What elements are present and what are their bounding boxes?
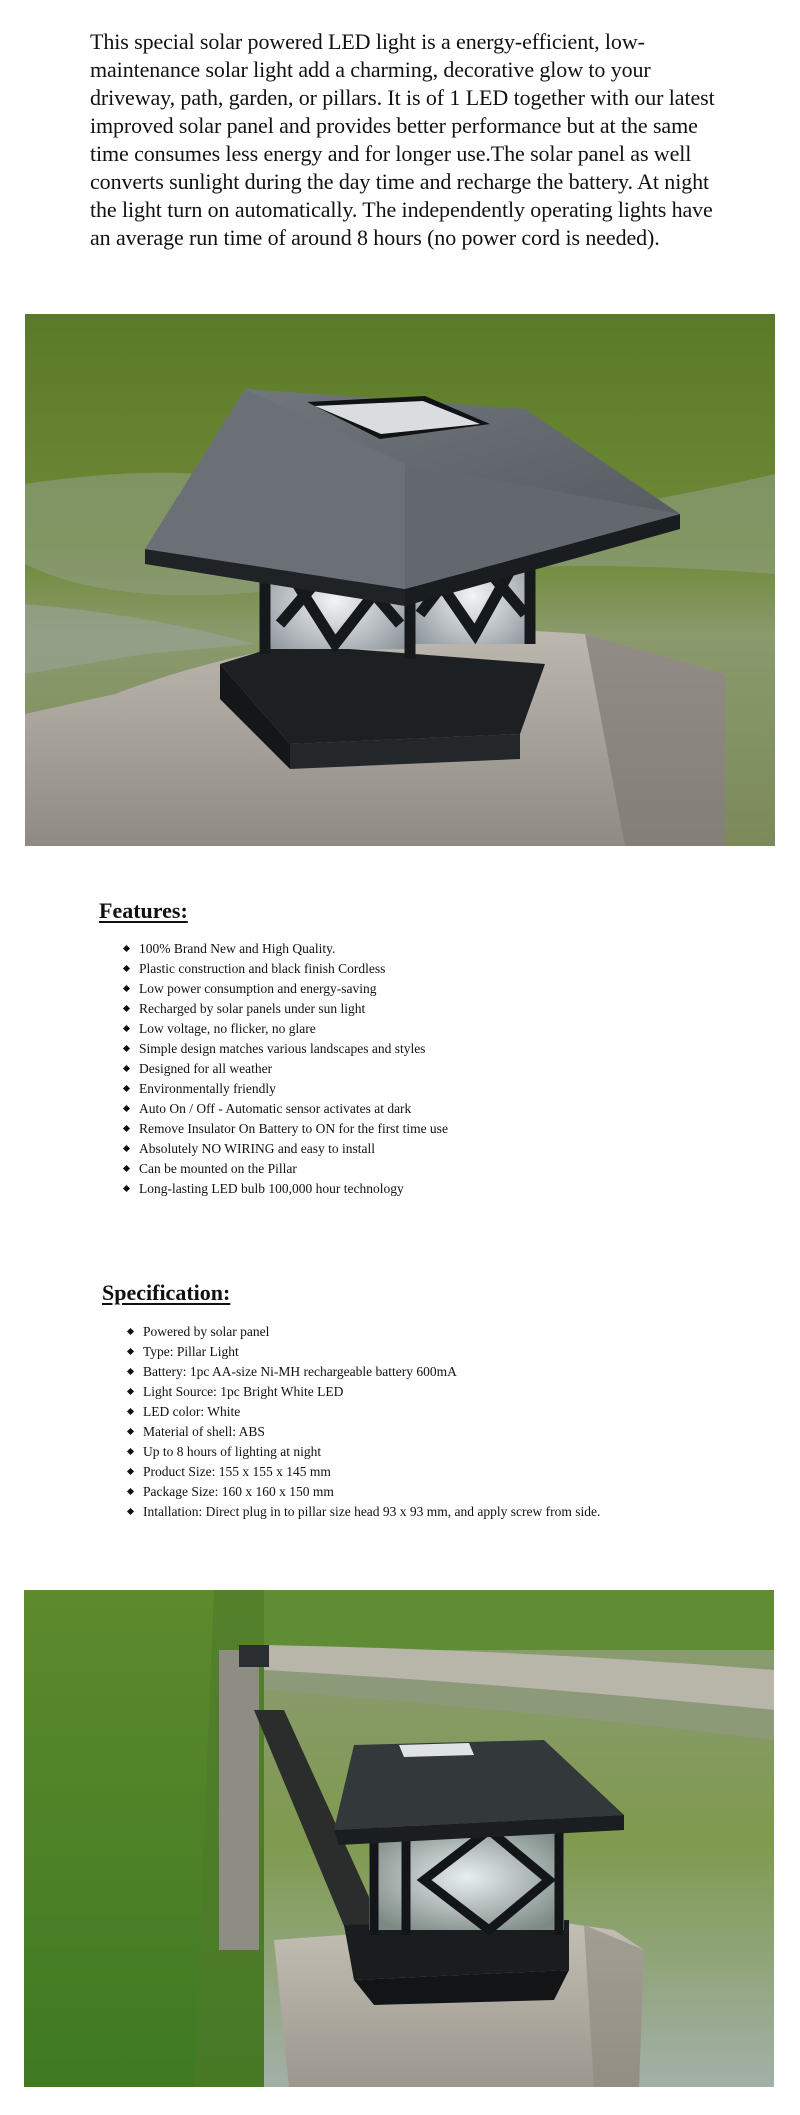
feature-item: Plastic construction and black finish Cordless <box>123 959 448 979</box>
feature-item: Long-lasting LED bulb 100,000 hour technology <box>123 1179 448 1199</box>
spec-item: Package Size: 160 x 160 x 150 mm <box>127 1482 600 1502</box>
spec-item: Type: Pillar Light <box>127 1342 600 1362</box>
feature-item: Recharged by solar panels under sun light <box>123 999 448 1019</box>
spec-item: Battery: 1pc AA-size Ni-MH rechargeable battery 600mA <box>127 1362 600 1382</box>
product-photo-canal <box>24 1590 774 2087</box>
feature-item: Low power consumption and energy-saving <box>123 979 448 999</box>
feature-item: Low voltage, no flicker, no glare <box>123 1019 448 1039</box>
spec-item: Light Source: 1pc Bright White LED <box>127 1382 600 1402</box>
spec-item: LED color: White <box>127 1402 600 1422</box>
specification-heading: Specification: <box>102 1280 231 1305</box>
spec-item: Up to 8 hours of lighting at night <box>127 1442 600 1462</box>
spec-item: Powered by solar panel <box>127 1322 600 1342</box>
spec-item: Product Size: 155 x 155 x 145 mm <box>127 1462 600 1482</box>
spec-item: Material of shell: ABS <box>127 1422 600 1442</box>
feature-item: Simple design matches various landscapes and styles <box>123 1039 448 1059</box>
features-heading: Features: <box>99 898 188 923</box>
specification-list <box>127 1322 600 1522</box>
product-photo-pond <box>25 314 775 846</box>
feature-item: Auto On / Off - Automatic sensor activates at dark <box>123 1099 448 1119</box>
spec-item: Intallation: Direct plug in to pillar size head 93 x 93 mm, and apply screw from side. <box>127 1502 600 1522</box>
feature-item: Remove Insulator On Battery to ON for the first time use <box>123 1119 448 1139</box>
solar-lamp-illustration <box>24 1590 774 2087</box>
feature-item: Can be mounted on the Pillar <box>123 1159 448 1179</box>
feature-item: Designed for all weather <box>123 1059 448 1079</box>
features-list <box>123 939 448 1199</box>
solar-lamp-illustration <box>25 314 775 846</box>
feature-item: Environmentally friendly <box>123 1079 448 1099</box>
feature-item: Absolutely NO WIRING and easy to install <box>123 1139 448 1159</box>
feature-item: 100% Brand New and High Quality. <box>123 939 448 959</box>
product-description: This special solar powered LED light is a energy-efficient, low-maintenance solar light add a charming, decorative glow to your driveway, path, garden, or pillars. It is of 1 LED together with our latest improved solar panel and provides better performance but at the same time consumes less energy and for longer use.The solar panel as well converts sunlight during the day time and recharge the battery. At night the light turn on automatically. The independently operating lights have an average run time of around 8 hours (no power cord is needed). <box>90 29 715 250</box>
